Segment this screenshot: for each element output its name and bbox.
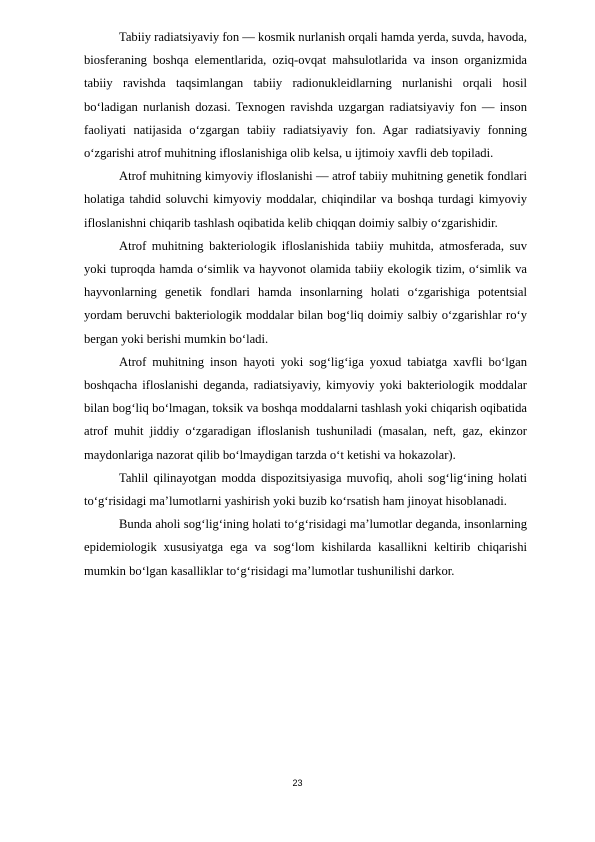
page-number: 23 [292, 778, 303, 788]
paragraph-bacteriological-pollution: Atrof muhitning bakteriologik ifloslanishida tabiiy muhitda, atmosferada, suv yoki tuproqda hamda o‘simlik va hayvonot olamida tabiiy ekologik tizim, o‘simlik va hayvonlarning genetik fondlari hamda insonlarning holati o‘zgarishiga potentsial yordam beruvchi bakteriologik moddalar bilan bog‘liq doimiy salbiy o‘zgarishlar ro‘y bergan yoki berishi mumkin bo‘ladi. [84, 238, 527, 346]
paragraph-health-information-definition: Bunda aholi sog‘lig‘ining holati to‘g‘risidagi ma’lumotlar deganda, insonlarning epidemiologik xususiyatga ega va sog‘lom kishilarda kasallikni keltirib chiqarishi mumkin bo‘lgan kasalliklar to‘g‘risidagi ma’lumotlar tushunilishi darkor. [84, 517, 527, 578]
paragraph-health-information-concealment: Tahlil qilinayotgan modda dispozitsiyasiga muvofiq, aholi sog‘lig‘ining holati to‘g‘risidagi ma’lumotlarni yashirish yoki buzib ko‘rsatish ham jinoyat hisoblanadi. [84, 470, 527, 509]
paragraph-other-pollution: Atrof muhitning inson hayoti yoki sog‘lig‘iga yoxud tabiatga xavfli bo‘lgan boshqacha ifloslanishi deganda, radiatsiyaviy, kimyoviy yoki bakteriologik moddalar bilan bog‘liq bo‘lmagan, toksik va boshqa moddalarni tashlash yoki chiqarish oqibatida atrof muhit jiddiy o‘zgaradigan ifloslanish tushuniladi (masalan, neft, gaz, ekinzor maydonlariga nazorat qilib bo‘lmaydigan tarzda o‘t ketishi va hokazolar). [84, 354, 527, 462]
paragraph-natural-radiation-background: Tabiiy radiatsiyaviy fon — kosmik nurlanish orqali hamda yerda, suvda, havoda, biosferaning boshqa elementlarida, oziq-ovqat mahsulotlarida va inson organizmida tabiiy ravishda taqsimlangan tabiiy radionukleidlarning nurlanishi orqali hosil bo‘ladigan nurlanish dozasi. Texnogen ravishda uzgargan radiatsiyaviy fon — inson faoliyati natijasida o‘zgargan tabiiy radiatsiyaviy fon. Agar radiatsiyaviy fonning o‘zgarishi atrof muhitning ifloslanishiga olib kelsa, u ijtimoiy xavfli deb topiladi. [84, 30, 527, 161]
paragraph-chemical-pollution: Atrof muhitning kimyoviy ifloslanishi — atrof tabiiy muhitning genetik fondlari holatiga tahdid soluvchi kimyoviy moddalar, chiqindilar va boshqa turdagi kimyoviy ifloslanishni chiqarib tashlash oqibatida kelib chiqqan doimiy salbiy o‘zgarishidir. [84, 169, 527, 230]
text-body [84, 26, 527, 583]
